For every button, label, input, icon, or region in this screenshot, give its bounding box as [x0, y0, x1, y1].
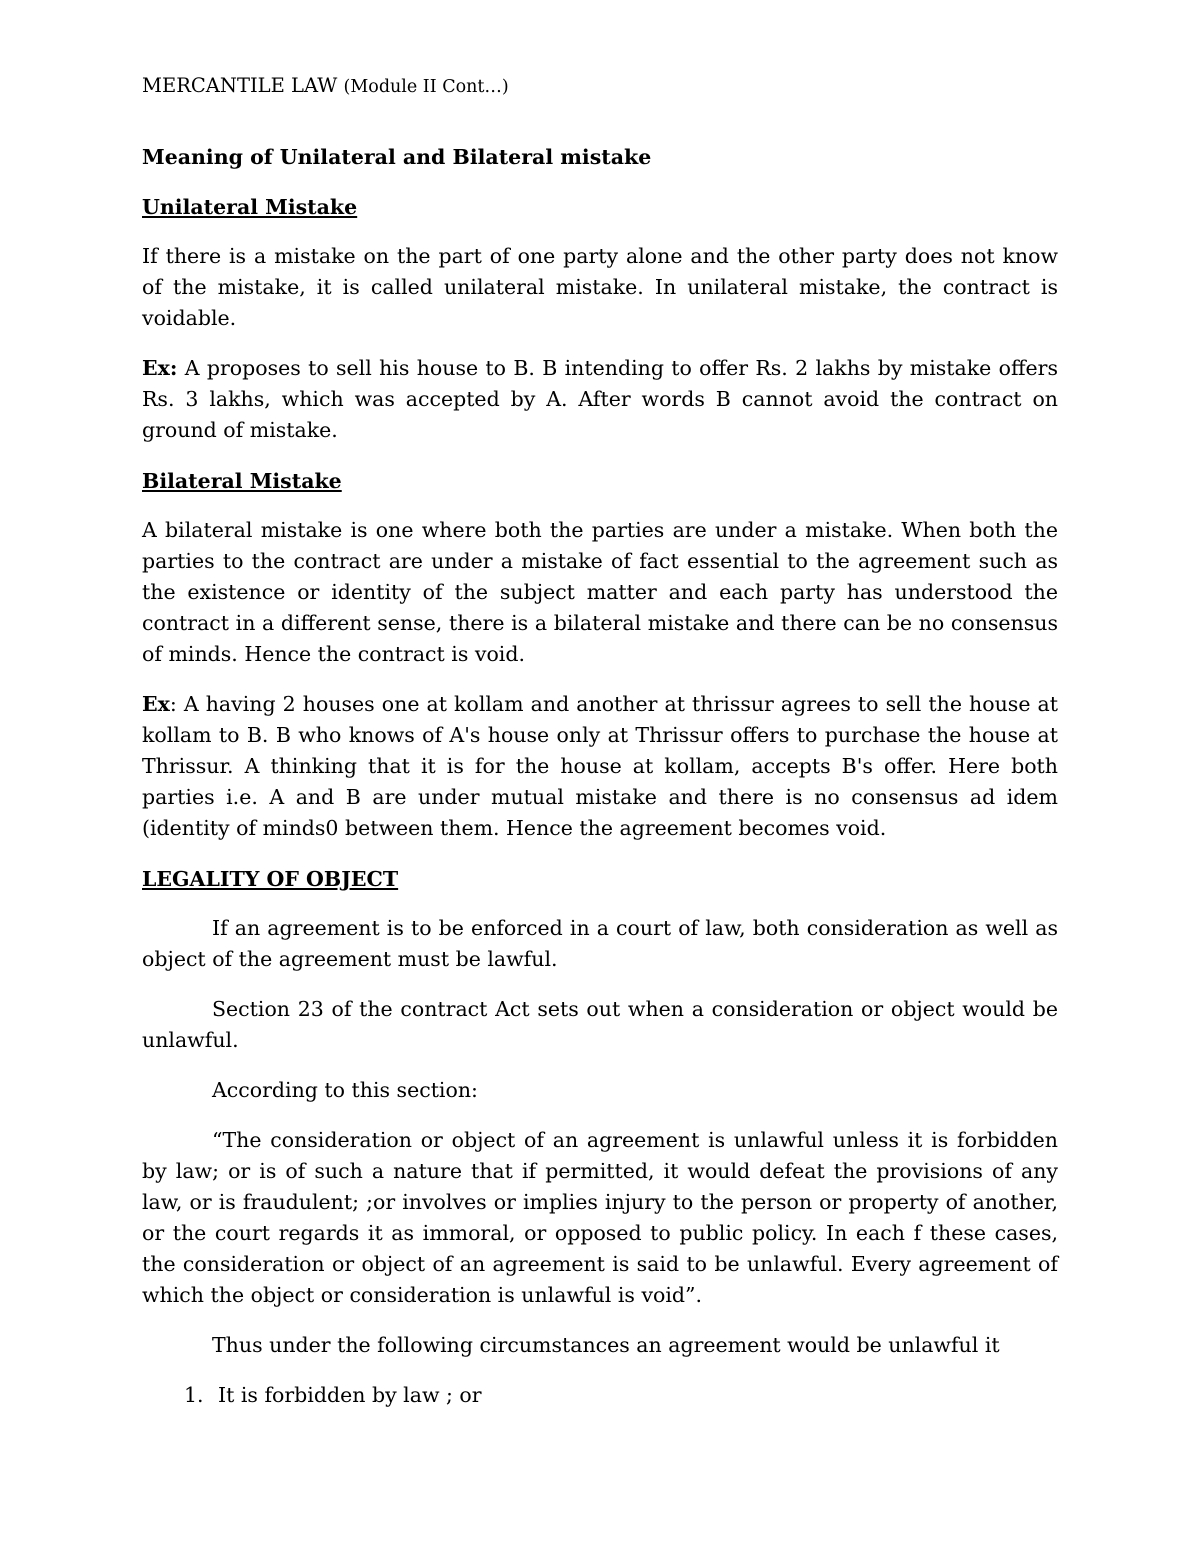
- unilateral-paragraph: If there is a mistake on the part of one party alone and the other party does not know of the mistake, it is called unilateral mistake. In unilateral mistake, the contract is voidable.: [142, 244, 1058, 330]
- list-item: [142, 1380, 1058, 1411]
- document-title: Meaning of Unilateral and Bilateral mistake: [142, 145, 652, 169]
- bilateral-paragraph: A bilateral mistake is one where both the parties are under a mistake. When both the parties to the contract are under a mistake of fact essential to the agreement such as the existence or identity of the subject matter and each party has understood the contract in a different sense, there is a bilateral mistake and there can be no consensus of minds. Hence the contract is void.: [142, 518, 1058, 666]
- bilateral-example: [142, 689, 1058, 844]
- list-item-number: 1.: [184, 1383, 204, 1407]
- heading-legality: LEGALITY OF OBJECT: [142, 867, 399, 891]
- legality-paragraph-4: Thus under the following circumstances an agreement would be unlawful it: [212, 1333, 1000, 1357]
- heading-bilateral: Bilateral Mistake: [142, 469, 342, 493]
- legality-paragraph-2: Section 23 of the contract Act sets out when a consideration or object would be unlawful.: [142, 997, 1058, 1052]
- heading-unilateral: Unilateral Mistake: [142, 195, 358, 219]
- unilateral-example: [142, 353, 1058, 446]
- legality-paragraph-3: According to this section:: [212, 1078, 478, 1102]
- header-main: MERCANTILE LAW: [142, 74, 338, 97]
- unilateral-example-label: Ex:: [142, 356, 178, 380]
- legality-paragraph-1: If an agreement is to be enforced in a court of law, both consideration as well as object of the agreement must be lawful.: [142, 916, 1058, 971]
- circumstances-list: [142, 1380, 1058, 1411]
- bilateral-example-text: : A having 2 houses one at kollam and another at thrissur agrees to sell the house at kollam to B. B who knows of A's house only at Thrissur offers to purchase the house at Thrissur. A thinking that it is for the house at kollam, accepts B's offer. Here both parties i.e. A and B are under mutual mistake and there is no consensus ad idem (identity of minds0 between them. Hence the agreement becomes void.: [142, 692, 1058, 840]
- section-quote: “The consideration or object of an agreement is unlawful unless it is forbidden by law; or is of such a nature that if permitted, it would defeat the provisions of any law, or is fraudulent; ;or involves or implies injury to the person or property of another, or the court regards it as immoral, or opposed to public policy. In each f these cases, the consideration or object of an agreement is said to be unlawful. Every agreement of which the object or consideration is unlawful is void”.: [142, 1128, 1058, 1307]
- list-item-text: It is forbidden by law ; or: [218, 1383, 482, 1407]
- header-sub: (Module II Cont…): [343, 77, 509, 97]
- bilateral-example-label: Ex: [142, 692, 170, 716]
- unilateral-example-text: A proposes to sell his house to B. B intending to offer Rs. 2 lakhs by mistake offers Rs. 3 lakhs, which was accepted by A. After words B cannot avoid the contract on ground of mistake.: [142, 356, 1058, 442]
- page-header: [142, 73, 1058, 100]
